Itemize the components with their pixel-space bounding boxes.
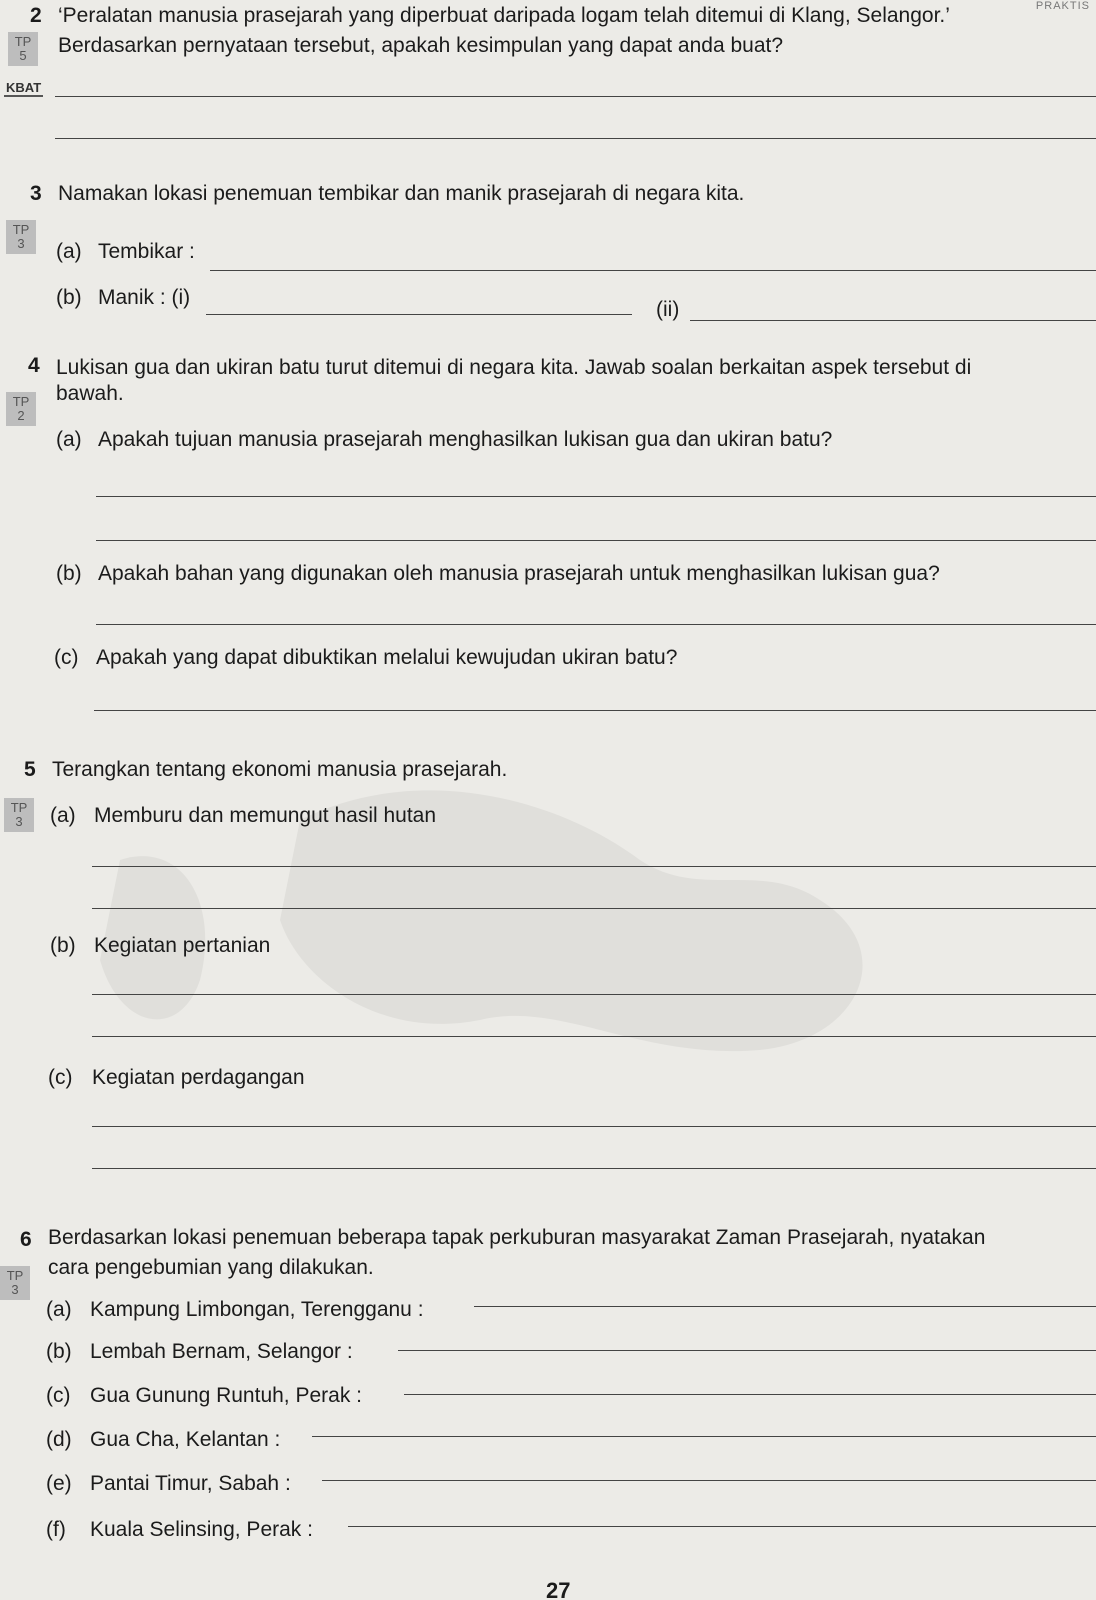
q6-tp-badge — [0, 1266, 30, 1300]
q4-statement-cont: bawah. — [56, 382, 124, 405]
tp-level: 3 — [15, 814, 23, 829]
q2-question: Berdasarkan pernyataan tersebut, apakah kesimpulan yang dapat anda buat? — [58, 34, 784, 57]
page-number: 27 — [546, 1578, 571, 1600]
answer-line — [96, 496, 1096, 497]
q2-tp-badge — [8, 32, 38, 66]
answer-line — [404, 1394, 1096, 1395]
answer-line — [94, 710, 1096, 711]
answer-line — [92, 908, 1096, 909]
tp-level: 5 — [19, 48, 27, 63]
q6-statement-cont: cara pengebumian yang dilakukan. — [48, 1256, 374, 1279]
q4-b-text: Apakah bahan yang digunakan oleh manusia prasejarah untuk menghasilkan lukisan gua? — [98, 562, 940, 585]
q6-a-text: Kampung Limbongan, Terengganu : — [90, 1298, 424, 1321]
q3-b-label: (b) — [56, 286, 82, 309]
answer-line — [55, 96, 1096, 97]
q2-statement: ‘Peralatan manusia prasejarah yang diperbuat daripada logam telah ditemui di Klang, Selangor.’ — [58, 4, 950, 27]
q6-d-text: Gua Cha, Kelantan : — [90, 1428, 281, 1451]
q5-question: Terangkan tentang ekonomi manusia prasejarah. — [52, 758, 508, 781]
q3-tp-badge — [6, 220, 36, 254]
q6-a-label: (a) — [46, 1298, 72, 1321]
q6-b-text: Lembah Bernam, Selangor : — [90, 1340, 353, 1363]
answer-line — [96, 540, 1096, 541]
answer-line — [92, 1126, 1096, 1127]
answer-line — [210, 270, 1096, 271]
tp-label: TP — [12, 394, 30, 409]
q5-a-text: Memburu dan memungut hasil hutan — [94, 804, 437, 827]
q4-b-label: (b) — [56, 562, 82, 585]
answer-line — [55, 138, 1096, 139]
q3-a-text: Tembikar : — [98, 240, 195, 263]
q6-f-text: Kuala Selinsing, Perak : — [90, 1518, 313, 1541]
kbat-badge: KBAT — [6, 80, 42, 95]
q4-c-label: (c) — [54, 646, 79, 669]
q3-number: 3 — [30, 182, 42, 205]
q5-b-label: (b) — [50, 934, 76, 957]
q4-statement: Lukisan gua dan ukiran batu turut ditemui di negara kita. Jawab soalan berkaitan aspek tersebut di — [56, 356, 972, 379]
answer-line — [92, 1036, 1096, 1037]
q3-b-text: Manik : (i) — [98, 286, 191, 309]
q4-a-text: Apakah tujuan manusia prasejarah menghasilkan lukisan gua dan ukiran batu? — [98, 428, 833, 451]
q5-tp-badge — [4, 798, 34, 832]
q5-a-label: (a) — [50, 804, 76, 827]
tp-label: TP — [14, 34, 32, 49]
q6-e-label: (e) — [46, 1472, 72, 1495]
q4-c-text: Apakah yang dapat dibuktikan melalui kewujudan ukiran batu? — [96, 646, 678, 669]
answer-line — [348, 1526, 1096, 1527]
q6-c-label: (c) — [46, 1384, 71, 1407]
q6-e-text: Pantai Timur, Sabah : — [90, 1472, 291, 1495]
q6-b-label: (b) — [46, 1340, 72, 1363]
q4-a-label: (a) — [56, 428, 82, 451]
tp-label: TP — [10, 800, 28, 815]
q2-number: 2 — [30, 4, 42, 27]
answer-line — [92, 866, 1096, 867]
tp-level: 2 — [17, 408, 25, 423]
q3-question: Namakan lokasi penemuan tembikar dan manik prasejarah di negara kita. — [58, 182, 745, 205]
q3-a-label: (a) — [56, 240, 82, 263]
q6-f-label: (f) — [46, 1518, 66, 1541]
answer-line — [92, 1168, 1096, 1169]
q4-number: 4 — [28, 354, 40, 377]
answer-line — [690, 320, 1096, 321]
q5-c-text: Kegiatan perdagangan — [92, 1066, 305, 1089]
answer-line — [92, 994, 1096, 995]
answer-line — [398, 1350, 1096, 1351]
answer-line — [312, 1436, 1096, 1437]
q6-number: 6 — [20, 1228, 32, 1251]
tp-level: 3 — [11, 1282, 19, 1297]
answer-line — [96, 624, 1096, 625]
answer-line — [206, 314, 632, 315]
q6-statement: Berdasarkan lokasi penemuan beberapa tapak perkuburan masyarakat Zaman Prasejarah, nyatakan — [48, 1226, 986, 1249]
q6-d-label: (d) — [46, 1428, 72, 1451]
q5-b-text: Kegiatan pertanian — [94, 934, 271, 957]
tp-label: TP — [12, 222, 30, 237]
tp-label: TP — [6, 1268, 24, 1283]
q4-tp-badge — [6, 392, 36, 426]
header-tag: PRAKTIS — [1035, 0, 1090, 12]
q5-number: 5 — [24, 758, 36, 781]
tp-level: 3 — [17, 236, 25, 251]
answer-line — [322, 1480, 1096, 1481]
answer-line — [474, 1306, 1096, 1307]
q3-b-ii-label: (ii) — [656, 298, 680, 321]
q5-c-label: (c) — [48, 1066, 73, 1089]
q6-c-text: Gua Gunung Runtuh, Perak : — [90, 1384, 363, 1407]
